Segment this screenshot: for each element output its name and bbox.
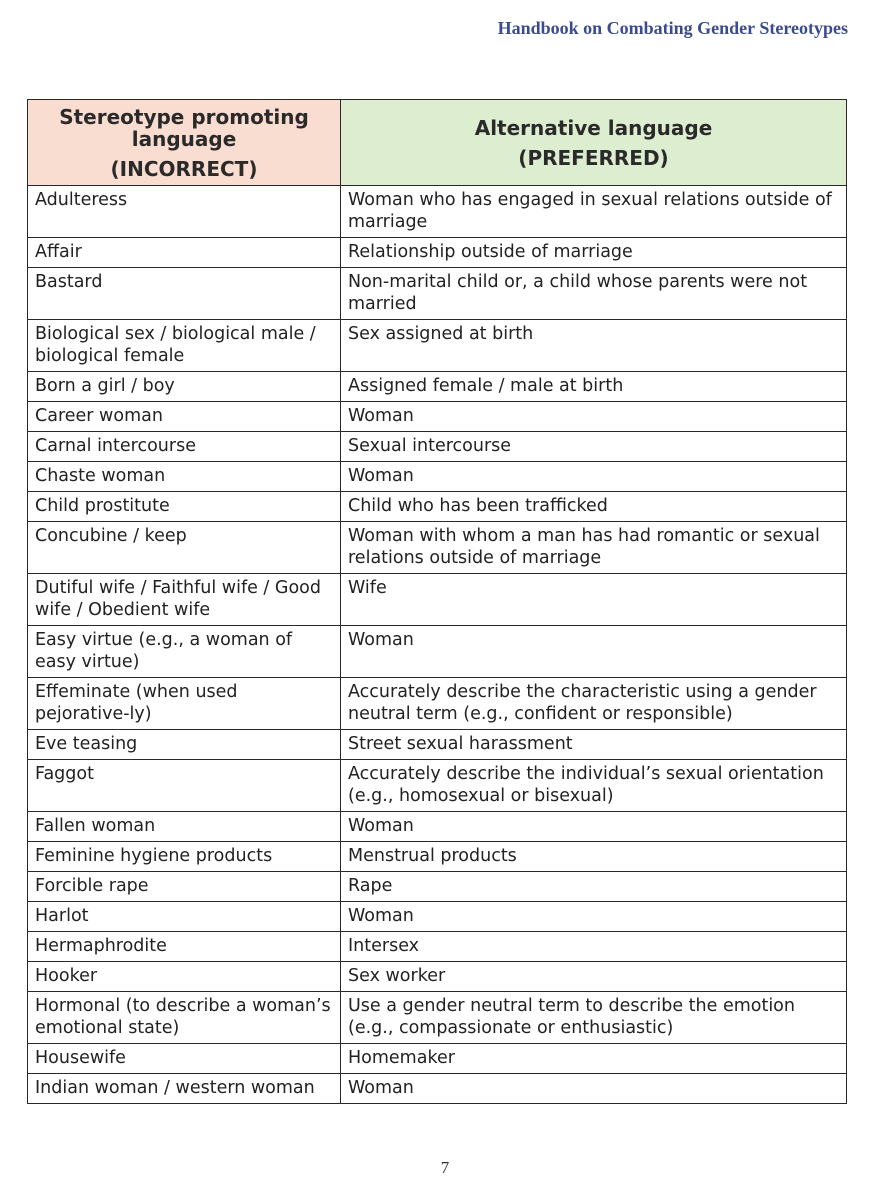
incorrect-term-cell: Easy virtue (e.g., a woman of easy virtue) <box>28 626 341 678</box>
table-row <box>28 812 847 842</box>
preferred-term-cell: Intersex <box>341 932 847 962</box>
preferred-term-cell: Homemaker <box>341 1044 847 1074</box>
table-header-row <box>28 100 847 186</box>
incorrect-term-cell: Child prostitute <box>28 492 341 522</box>
preferred-term-cell: Child who has been trafficked <box>341 492 847 522</box>
incorrect-term-cell: Faggot <box>28 760 341 812</box>
incorrect-term-cell: Forcible rape <box>28 872 341 902</box>
preferred-term-cell: Accurately describe the characteristic using a gender neutral term (e.g., confident or responsible) <box>341 678 847 730</box>
column-header-preferred <box>341 100 847 186</box>
incorrect-term-cell: Biological sex / biological male / biological female <box>28 320 341 372</box>
preferred-term-cell: Assigned female / male at birth <box>341 372 847 402</box>
preferred-term-cell: Sexual intercourse <box>341 432 847 462</box>
table-row <box>28 962 847 992</box>
incorrect-term-cell: Affair <box>28 238 341 268</box>
incorrect-term-cell: Adulteress <box>28 186 341 238</box>
page-header-title: Handbook on Combating Gender Stereotypes <box>497 18 848 38</box>
preferred-term-cell: Accurately describe the individual’s sexual orientation (e.g., homosexual or bisexual) <box>341 760 847 812</box>
table-row <box>28 992 847 1044</box>
preferred-term-cell: Sex assigned at birth <box>341 320 847 372</box>
table-row <box>28 760 847 812</box>
incorrect-term-cell: Indian woman / western woman <box>28 1074 341 1104</box>
table-row <box>28 842 847 872</box>
table-row <box>28 372 847 402</box>
incorrect-term-cell: Harlot <box>28 902 341 932</box>
preferred-term-cell: Woman <box>341 626 847 678</box>
table-row <box>28 902 847 932</box>
page-number: 7 <box>440 1158 450 1177</box>
table-row <box>28 626 847 678</box>
table-row <box>28 872 847 902</box>
preferred-term-cell: Woman <box>341 902 847 932</box>
column-header-incorrect-subtitle: (INCORRECT) <box>110 156 258 181</box>
column-header-preferred-title: Alternative language <box>474 115 713 140</box>
preferred-term-cell: Non-marital child or, a child whose parents were not married <box>341 268 847 320</box>
table-row <box>28 432 847 462</box>
table-row <box>28 238 847 268</box>
incorrect-term-cell: Feminine hygiene products <box>28 842 341 872</box>
table-row <box>28 574 847 626</box>
preferred-term-cell: Use a gender neutral term to describe the emotion (e.g., compassionate or enthusiastic) <box>341 992 847 1044</box>
incorrect-term-cell: Dutiful wife / Faithful wife / Good wife / Obedient wife <box>28 574 341 626</box>
preferred-term-cell: Woman <box>341 402 847 432</box>
table-row <box>28 1074 847 1104</box>
preferred-term-cell: Woman with whom a man has had romantic or sexual relations outside of marriage <box>341 522 847 574</box>
incorrect-term-cell: Hormonal (to describe a woman’s emotional state) <box>28 992 341 1044</box>
preferred-term-cell: Woman <box>341 812 847 842</box>
table-row <box>28 678 847 730</box>
preferred-term-cell: Menstrual products <box>341 842 847 872</box>
incorrect-term-cell: Bastard <box>28 268 341 320</box>
table-row <box>28 320 847 372</box>
incorrect-term-cell: Hermaphrodite <box>28 932 341 962</box>
preferred-term-cell: Sex worker <box>341 962 847 992</box>
incorrect-term-cell: Carnal intercourse <box>28 432 341 462</box>
table-body <box>28 186 847 1104</box>
incorrect-term-cell: Housewife <box>28 1044 341 1074</box>
incorrect-term-cell: Chaste woman <box>28 462 341 492</box>
table-row <box>28 462 847 492</box>
incorrect-term-cell: Hooker <box>28 962 341 992</box>
table-row <box>28 1044 847 1074</box>
column-header-incorrect-title: Stereotype promoting language <box>59 104 309 151</box>
glossary-table <box>27 99 847 1104</box>
preferred-term-cell: Rape <box>341 872 847 902</box>
incorrect-term-cell: Born a girl / boy <box>28 372 341 402</box>
table-row <box>28 268 847 320</box>
table-row <box>28 402 847 432</box>
table-row <box>28 730 847 760</box>
preferred-term-cell: Woman who has engaged in sexual relations outside of marriage <box>341 186 847 238</box>
preferred-term-cell: Woman <box>341 462 847 492</box>
preferred-term-cell: Street sexual harassment <box>341 730 847 760</box>
column-header-preferred-subtitle: (PREFERRED) <box>518 145 669 170</box>
table-row <box>28 522 847 574</box>
incorrect-term-cell: Concubine / keep <box>28 522 341 574</box>
table-row <box>28 492 847 522</box>
preferred-term-cell: Relationship outside of marriage <box>341 238 847 268</box>
table-row <box>28 186 847 238</box>
table-row <box>28 932 847 962</box>
incorrect-term-cell: Eve teasing <box>28 730 341 760</box>
incorrect-term-cell: Effeminate (when used pejorative-ly) <box>28 678 341 730</box>
incorrect-term-cell: Fallen woman <box>28 812 341 842</box>
column-header-incorrect <box>28 100 341 186</box>
preferred-term-cell: Woman <box>341 1074 847 1104</box>
preferred-term-cell: Wife <box>341 574 847 626</box>
incorrect-term-cell: Career woman <box>28 402 341 432</box>
